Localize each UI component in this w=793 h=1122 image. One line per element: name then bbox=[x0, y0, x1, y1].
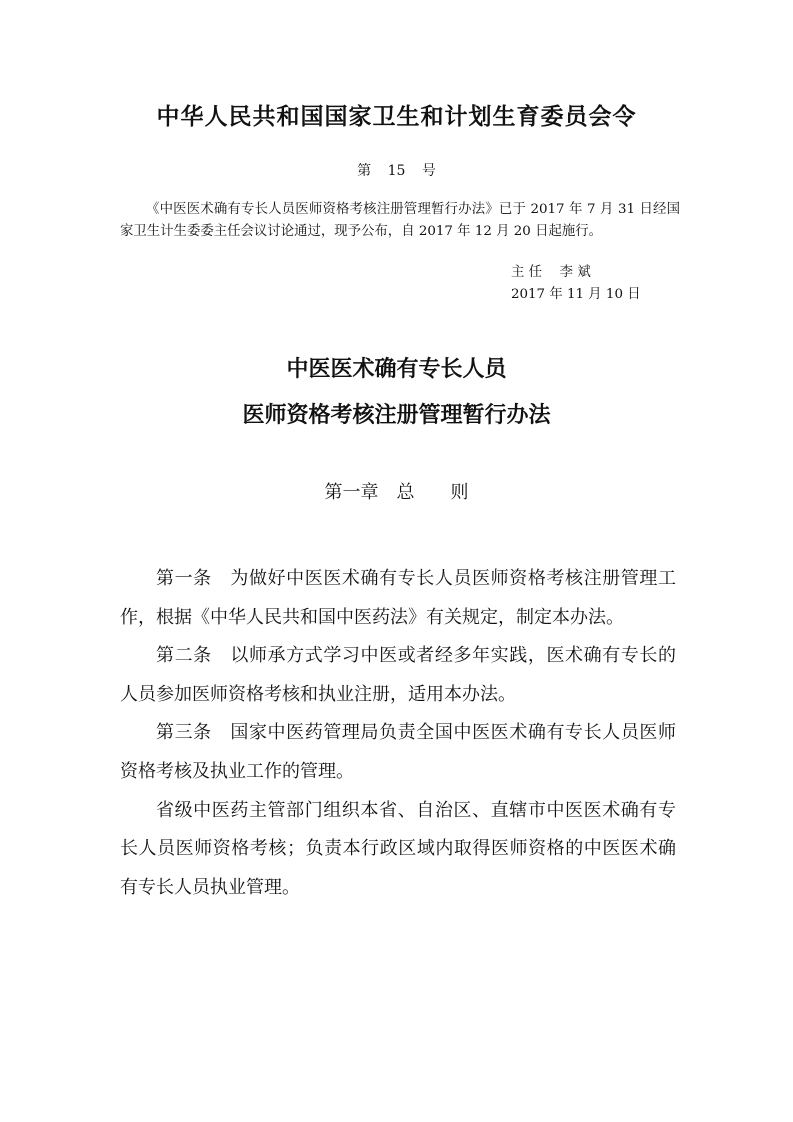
signature-block bbox=[511, 262, 641, 306]
article-1 bbox=[120, 560, 676, 637]
article-text: 以师承方式学习中医或者经多年实践，医术确有专长的人员参加医师资格考核和执业注册，适用本办法。 bbox=[120, 645, 677, 705]
article-label: 第二条 bbox=[156, 645, 231, 667]
signature-date: 2017 年 11 月 10 日 bbox=[511, 287, 641, 302]
article-2 bbox=[120, 637, 676, 714]
order-number: 第 15 号 bbox=[357, 163, 436, 179]
article-3-paragraph-2 bbox=[120, 792, 676, 908]
article-label: 第一条 bbox=[156, 568, 231, 589]
order-title: 中华人民共和国国家卫生和计划生育委员会令 bbox=[156, 104, 637, 130]
articles-body bbox=[120, 560, 676, 907]
announcement-paragraph: 《中医医术确有专长人员医师资格考核注册管理暂行办法》已于 2017 年 7 月 31 日经国家卫生计生委委主任会议讨论通过，现予公布，自 2017 年 12 月 20 日起施行。 bbox=[120, 202, 680, 239]
article-text: 为做好中医医术确有专长人员医师资格考核注册管理工作，根据《中华人民共和国中医药法》有关规定，制定本办法。 bbox=[120, 568, 677, 628]
measure-title-line-2: 医师资格考核注册管理暂行办法 bbox=[242, 403, 551, 428]
measure-title bbox=[0, 347, 793, 439]
article-text: 国家中医药管理局负责全国中医医术确有专长人员医师资格考核及执业工作的管理。 bbox=[120, 722, 677, 782]
article-label: 第三条 bbox=[156, 722, 231, 744]
article-3 bbox=[120, 714, 676, 791]
chapter-heading: 第一章 总 则 bbox=[324, 482, 469, 503]
measure-title-line-1: 中医医术确有专长人员 bbox=[286, 357, 507, 382]
signature-name: 主 任 李 斌 bbox=[511, 265, 591, 280]
article-text: 省级中医药主管部门组织本省、自治区、直辖市中医医术确有专长人员医师资格考核；负责本行政区域内取得医师资格的中医医术确有专长人员执业管理。 bbox=[120, 799, 676, 898]
